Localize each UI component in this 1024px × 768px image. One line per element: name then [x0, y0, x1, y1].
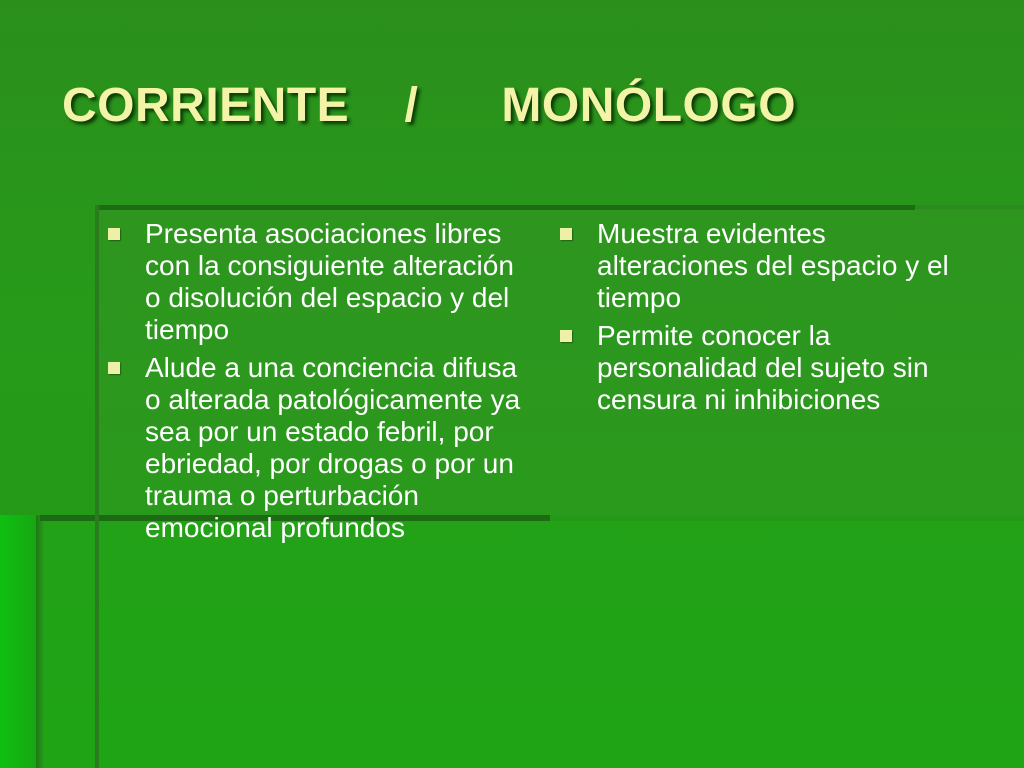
left-column-list — [108, 218, 528, 550]
decorative-line-vertical — [95, 205, 99, 768]
list-item-text: Alude a una conciencia difusa o alterada patológicamente ya sea por un estado febril, por ebriedad, por drogas o por un trauma o perturbación emocional profundos — [145, 352, 521, 543]
decorative-left-shadow — [36, 515, 44, 768]
decorative-line-top — [95, 205, 915, 210]
square-bullet-icon — [560, 228, 572, 240]
list-item-text: Permite conocer la personalidad del sujeto sin censura ni inhibiciones — [597, 320, 929, 415]
square-bullet-icon — [108, 362, 120, 374]
square-bullet-icon — [108, 228, 120, 240]
list-item — [108, 218, 528, 346]
list-item-text: Presenta asociaciones libres con la consiguiente alteración o disolución del espacio y del tiempo — [145, 218, 514, 345]
decorative-lower-panel — [44, 521, 1024, 768]
decorative-line-top-extension — [915, 205, 1024, 209]
list-item — [108, 352, 528, 544]
list-item-text: Muestra evidentes alteraciones del espacio y el tiempo — [597, 218, 949, 313]
list-item — [560, 320, 980, 416]
list-item — [560, 218, 980, 314]
slide-title: CORRIENTE / MONÓLOGO — [62, 79, 797, 132]
decorative-left-band — [0, 515, 40, 768]
right-column-list — [560, 218, 980, 422]
square-bullet-icon — [560, 330, 572, 342]
